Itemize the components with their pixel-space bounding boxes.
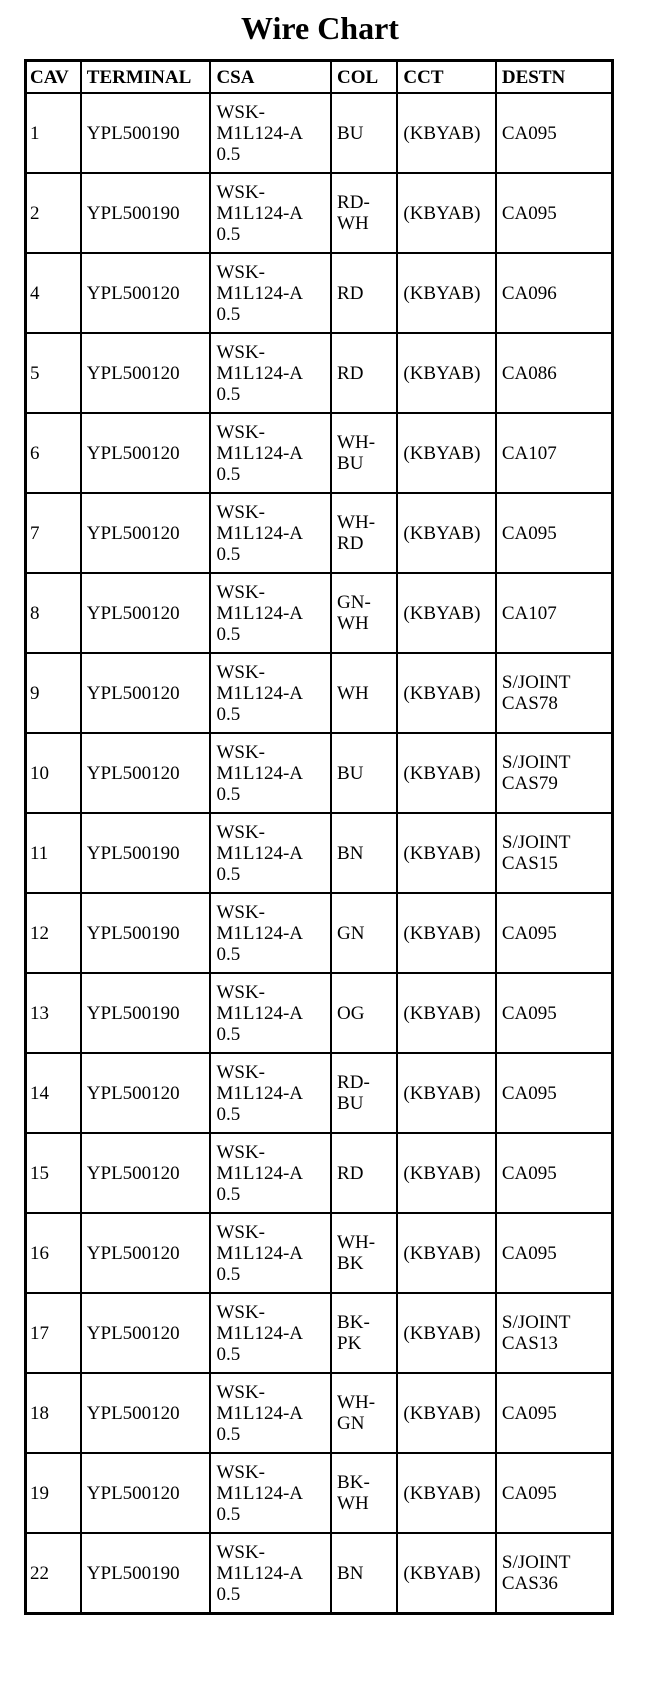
destn-line: CA096 bbox=[501, 282, 557, 304]
cell-destn bbox=[496, 1133, 613, 1213]
csa-line: WSK- bbox=[216, 421, 265, 443]
destn-line: CA095 bbox=[501, 1002, 557, 1024]
cell-destn bbox=[496, 1453, 613, 1533]
table-row bbox=[26, 973, 613, 1053]
table-row bbox=[26, 93, 613, 173]
destn-line: CA095 bbox=[501, 1162, 557, 1184]
col-line: BK- bbox=[337, 1312, 370, 1333]
csa-line: 0.5 bbox=[216, 1103, 241, 1125]
cell-col bbox=[331, 1533, 397, 1614]
table-row bbox=[26, 893, 613, 973]
col-line: BU bbox=[337, 762, 364, 784]
cell-csa bbox=[210, 1533, 331, 1614]
destn-line: S/JOINT bbox=[501, 1552, 571, 1573]
csa-line: M1L124-A bbox=[216, 1322, 303, 1344]
wire-chart-table bbox=[24, 59, 614, 1615]
cell-terminal: YPL500190 bbox=[81, 973, 211, 1053]
csa-line: M1L124-A bbox=[216, 1482, 303, 1504]
table-row bbox=[26, 1213, 613, 1293]
csa-line: M1L124-A bbox=[216, 202, 303, 224]
csa-line: WSK- bbox=[216, 1221, 265, 1243]
cell-col bbox=[331, 413, 397, 493]
cell-cct: (KBYAB) bbox=[397, 1053, 496, 1133]
col-line: RD bbox=[337, 533, 364, 554]
cell-cav: 19 bbox=[26, 1453, 81, 1533]
cell-terminal: YPL500120 bbox=[81, 1053, 211, 1133]
cell-csa bbox=[210, 493, 331, 573]
cell-destn bbox=[496, 1533, 613, 1614]
csa-line: WSK- bbox=[216, 181, 265, 203]
cell-cav: 16 bbox=[26, 1213, 81, 1293]
cell-col bbox=[331, 653, 397, 733]
cell-destn bbox=[496, 173, 613, 253]
cell-cav: 4 bbox=[26, 253, 81, 333]
csa-line: 0.5 bbox=[216, 1583, 241, 1605]
cell-csa bbox=[210, 93, 331, 173]
cell-cav: 5 bbox=[26, 333, 81, 413]
cell-terminal: YPL500120 bbox=[81, 413, 211, 493]
csa-line: 0.5 bbox=[216, 143, 241, 165]
cell-cct: (KBYAB) bbox=[397, 1213, 496, 1293]
cell-terminal: YPL500190 bbox=[81, 813, 211, 893]
col-line: WH bbox=[337, 613, 369, 634]
csa-line: WSK- bbox=[216, 501, 265, 523]
csa-line: 0.5 bbox=[216, 1423, 241, 1445]
cell-col bbox=[331, 1133, 397, 1213]
cell-terminal: YPL500190 bbox=[81, 93, 211, 173]
cell-cav: 13 bbox=[26, 973, 81, 1053]
cell-destn bbox=[496, 813, 613, 893]
csa-line: 0.5 bbox=[216, 463, 241, 485]
csa-line: 0.5 bbox=[216, 383, 241, 405]
cell-cav: 17 bbox=[26, 1293, 81, 1373]
destn-line: CA095 bbox=[501, 522, 557, 544]
cell-csa bbox=[210, 253, 331, 333]
destn-line: S/JOINT bbox=[501, 752, 571, 773]
csa-line: M1L124-A bbox=[216, 1082, 303, 1104]
csa-line: M1L124-A bbox=[216, 122, 303, 144]
cell-csa bbox=[210, 1293, 331, 1373]
csa-line: WSK- bbox=[216, 1461, 265, 1483]
cell-destn bbox=[496, 1213, 613, 1293]
col-line: RD bbox=[337, 1162, 364, 1184]
cell-terminal: YPL500120 bbox=[81, 1133, 211, 1213]
col-line: WH- bbox=[337, 1392, 376, 1413]
table-row bbox=[26, 1373, 613, 1453]
header-row bbox=[26, 61, 613, 94]
cell-destn bbox=[496, 573, 613, 653]
cell-cav: 11 bbox=[26, 813, 81, 893]
page-title: Wire Chart bbox=[241, 10, 399, 46]
csa-line: M1L124-A bbox=[216, 842, 303, 864]
cell-cct: (KBYAB) bbox=[397, 653, 496, 733]
cell-cav: 9 bbox=[26, 653, 81, 733]
csa-line: M1L124-A bbox=[216, 1402, 303, 1424]
cell-cav: 7 bbox=[26, 493, 81, 573]
csa-line: 0.5 bbox=[216, 623, 241, 645]
csa-line: M1L124-A bbox=[216, 602, 303, 624]
csa-line: WSK- bbox=[216, 101, 265, 123]
cell-cav: 22 bbox=[26, 1533, 81, 1614]
cell-cct: (KBYAB) bbox=[397, 493, 496, 573]
csa-line: WSK- bbox=[216, 661, 265, 683]
cell-cct: (KBYAB) bbox=[397, 1133, 496, 1213]
table-row bbox=[26, 573, 613, 653]
destn-line: CA095 bbox=[501, 1402, 557, 1424]
cell-col bbox=[331, 973, 397, 1053]
cell-col bbox=[331, 573, 397, 653]
cell-col bbox=[331, 893, 397, 973]
col-line: GN- bbox=[337, 592, 371, 613]
csa-line: M1L124-A bbox=[216, 282, 303, 304]
table-row bbox=[26, 333, 613, 413]
csa-line: M1L124-A bbox=[216, 1242, 303, 1264]
csa-line: M1L124-A bbox=[216, 522, 303, 544]
cell-destn bbox=[496, 1373, 613, 1453]
csa-line: 0.5 bbox=[216, 1023, 241, 1045]
col-line: WH bbox=[337, 1493, 369, 1514]
cell-col bbox=[331, 1453, 397, 1533]
destn-line: S/JOINT bbox=[501, 832, 571, 853]
cell-cav: 18 bbox=[26, 1373, 81, 1453]
cell-csa bbox=[210, 893, 331, 973]
cell-col bbox=[331, 93, 397, 173]
cell-cav: 6 bbox=[26, 413, 81, 493]
col-line: BU bbox=[337, 122, 364, 144]
cell-destn bbox=[496, 413, 613, 493]
cell-terminal: YPL500190 bbox=[81, 893, 211, 973]
csa-line: M1L124-A bbox=[216, 362, 303, 384]
destn-line: CAS79 bbox=[501, 773, 558, 794]
cell-terminal: YPL500120 bbox=[81, 733, 211, 813]
cell-col bbox=[331, 333, 397, 413]
table-row bbox=[26, 1453, 613, 1533]
csa-line: 0.5 bbox=[216, 703, 241, 725]
col-line: PK bbox=[337, 1333, 362, 1354]
csa-line: 0.5 bbox=[216, 943, 241, 965]
cell-csa bbox=[210, 1453, 331, 1533]
csa-line: WSK- bbox=[216, 581, 265, 603]
cell-cct: (KBYAB) bbox=[397, 1533, 496, 1614]
cell-cct: (KBYAB) bbox=[397, 1373, 496, 1453]
table-row bbox=[26, 253, 613, 333]
col-line: RD- bbox=[337, 1072, 370, 1093]
destn-line: CAS78 bbox=[501, 693, 558, 714]
cell-cct: (KBYAB) bbox=[397, 813, 496, 893]
table-row bbox=[26, 1533, 613, 1614]
csa-line: WSK- bbox=[216, 1061, 265, 1083]
cell-csa bbox=[210, 1213, 331, 1293]
cell-destn bbox=[496, 1053, 613, 1133]
col-line: GN bbox=[337, 1413, 365, 1434]
csa-line: M1L124-A bbox=[216, 1562, 303, 1584]
col-line: BN bbox=[337, 842, 364, 864]
cell-col bbox=[331, 493, 397, 573]
csa-line: WSK- bbox=[216, 981, 265, 1003]
col-line: RD bbox=[337, 362, 364, 384]
cell-csa bbox=[210, 653, 331, 733]
cell-csa bbox=[210, 1053, 331, 1133]
col-line: GN bbox=[337, 922, 365, 944]
cell-cav: 8 bbox=[26, 573, 81, 653]
table-row bbox=[26, 1293, 613, 1373]
cell-cav: 12 bbox=[26, 893, 81, 973]
cell-destn bbox=[496, 93, 613, 173]
table-row bbox=[26, 813, 613, 893]
destn-line: S/JOINT bbox=[501, 672, 571, 693]
cell-csa bbox=[210, 973, 331, 1053]
cell-terminal: YPL500120 bbox=[81, 1453, 211, 1533]
cell-col bbox=[331, 1053, 397, 1133]
cell-cav: 1 bbox=[26, 93, 81, 173]
csa-line: WSK- bbox=[216, 901, 265, 923]
cell-destn bbox=[496, 333, 613, 413]
cell-destn bbox=[496, 653, 613, 733]
cell-cct: (KBYAB) bbox=[397, 1293, 496, 1373]
csa-line: WSK- bbox=[216, 261, 265, 283]
csa-line: 0.5 bbox=[216, 1183, 241, 1205]
table-row bbox=[26, 493, 613, 573]
destn-line: CAS15 bbox=[501, 853, 558, 874]
header-cav: CAV bbox=[26, 61, 81, 94]
cell-terminal: YPL500120 bbox=[81, 493, 211, 573]
csa-line: 0.5 bbox=[216, 1343, 241, 1365]
destn-line: CA107 bbox=[501, 602, 557, 624]
csa-line: M1L124-A bbox=[216, 1162, 303, 1184]
cell-terminal: YPL500120 bbox=[81, 333, 211, 413]
cell-cct: (KBYAB) bbox=[397, 253, 496, 333]
cell-destn bbox=[496, 893, 613, 973]
csa-line: M1L124-A bbox=[216, 922, 303, 944]
col-line: BK- bbox=[337, 1472, 370, 1493]
cell-col bbox=[331, 1373, 397, 1453]
table-row bbox=[26, 413, 613, 493]
cell-cct: (KBYAB) bbox=[397, 733, 496, 813]
cell-terminal: YPL500120 bbox=[81, 573, 211, 653]
csa-line: 0.5 bbox=[216, 303, 241, 325]
cell-col bbox=[331, 733, 397, 813]
destn-line: CA095 bbox=[501, 1482, 557, 1504]
cell-terminal: YPL500120 bbox=[81, 1373, 211, 1453]
destn-line: CA095 bbox=[501, 922, 557, 944]
csa-line: M1L124-A bbox=[216, 442, 303, 464]
csa-line: M1L124-A bbox=[216, 682, 303, 704]
csa-line: M1L124-A bbox=[216, 762, 303, 784]
header-terminal: TERMINAL bbox=[81, 61, 211, 94]
header-col: COL bbox=[331, 61, 397, 94]
cell-cct: (KBYAB) bbox=[397, 93, 496, 173]
csa-line: WSK- bbox=[216, 1301, 265, 1323]
destn-line: CA095 bbox=[501, 1242, 557, 1264]
cell-terminal: YPL500120 bbox=[81, 653, 211, 733]
table-row bbox=[26, 733, 613, 813]
csa-line: WSK- bbox=[216, 1541, 265, 1563]
csa-line: 0.5 bbox=[216, 783, 241, 805]
cell-csa bbox=[210, 1373, 331, 1453]
cell-terminal: YPL500120 bbox=[81, 1293, 211, 1373]
col-line: BU bbox=[337, 1093, 364, 1114]
cell-cct: (KBYAB) bbox=[397, 573, 496, 653]
col-line: WH bbox=[337, 682, 369, 704]
cell-col bbox=[331, 1293, 397, 1373]
table-row bbox=[26, 1053, 613, 1133]
csa-line: WSK- bbox=[216, 1141, 265, 1163]
col-line: BU bbox=[337, 453, 364, 474]
cell-terminal: YPL500120 bbox=[81, 1213, 211, 1293]
cell-cct: (KBYAB) bbox=[397, 413, 496, 493]
csa-line: 0.5 bbox=[216, 543, 241, 565]
cell-destn bbox=[496, 253, 613, 333]
cell-cct: (KBYAB) bbox=[397, 333, 496, 413]
csa-line: WSK- bbox=[216, 1381, 265, 1403]
cell-csa bbox=[210, 813, 331, 893]
cell-csa bbox=[210, 573, 331, 653]
cell-col bbox=[331, 1213, 397, 1293]
cell-cav: 2 bbox=[26, 173, 81, 253]
col-line: BK bbox=[337, 1253, 364, 1274]
destn-line: CA095 bbox=[501, 202, 557, 224]
csa-line: 0.5 bbox=[216, 1263, 241, 1285]
cell-col bbox=[331, 173, 397, 253]
col-line: OG bbox=[337, 1002, 365, 1024]
destn-line: CA086 bbox=[501, 362, 557, 384]
header-cct: CCT bbox=[397, 61, 496, 94]
cell-col bbox=[331, 813, 397, 893]
col-line: RD bbox=[337, 282, 364, 304]
csa-line: 0.5 bbox=[216, 1503, 241, 1525]
csa-line: WSK- bbox=[216, 821, 265, 843]
cell-csa bbox=[210, 1133, 331, 1213]
col-line: BN bbox=[337, 1562, 364, 1584]
header-csa: CSA bbox=[210, 61, 331, 94]
cell-csa bbox=[210, 733, 331, 813]
table-row bbox=[26, 1133, 613, 1213]
col-line: WH- bbox=[337, 512, 376, 533]
col-line: WH- bbox=[337, 1232, 376, 1253]
cell-cct: (KBYAB) bbox=[397, 893, 496, 973]
cell-destn bbox=[496, 493, 613, 573]
destn-line: CA107 bbox=[501, 442, 557, 464]
cell-csa bbox=[210, 413, 331, 493]
header-destn: DESTN bbox=[496, 61, 613, 94]
csa-line: M1L124-A bbox=[216, 1002, 303, 1024]
cell-cct: (KBYAB) bbox=[397, 1453, 496, 1533]
destn-line: CAS13 bbox=[501, 1333, 558, 1354]
csa-line: WSK- bbox=[216, 741, 265, 763]
cell-csa bbox=[210, 333, 331, 413]
cell-destn bbox=[496, 733, 613, 813]
destn-line: CA095 bbox=[501, 122, 557, 144]
csa-line: WSK- bbox=[216, 341, 265, 363]
cell-cav: 15 bbox=[26, 1133, 81, 1213]
cell-terminal: YPL500120 bbox=[81, 253, 211, 333]
cell-destn bbox=[496, 973, 613, 1053]
table-row bbox=[26, 173, 613, 253]
cell-cav: 10 bbox=[26, 733, 81, 813]
col-line: WH- bbox=[337, 432, 376, 453]
destn-line: S/JOINT bbox=[501, 1312, 571, 1333]
cell-terminal: YPL500190 bbox=[81, 173, 211, 253]
destn-line: CAS36 bbox=[501, 1573, 558, 1594]
cell-destn bbox=[496, 1293, 613, 1373]
cell-col bbox=[331, 253, 397, 333]
table-row bbox=[26, 653, 613, 733]
cell-terminal: YPL500190 bbox=[81, 1533, 211, 1614]
col-line: WH bbox=[337, 213, 369, 234]
col-line: RD- bbox=[337, 192, 370, 213]
destn-line: CA095 bbox=[501, 1082, 557, 1104]
cell-csa bbox=[210, 173, 331, 253]
cell-cct: (KBYAB) bbox=[397, 973, 496, 1053]
cell-cav: 14 bbox=[26, 1053, 81, 1133]
cell-cct: (KBYAB) bbox=[397, 173, 496, 253]
csa-line: 0.5 bbox=[216, 863, 241, 885]
csa-line: 0.5 bbox=[216, 223, 241, 245]
